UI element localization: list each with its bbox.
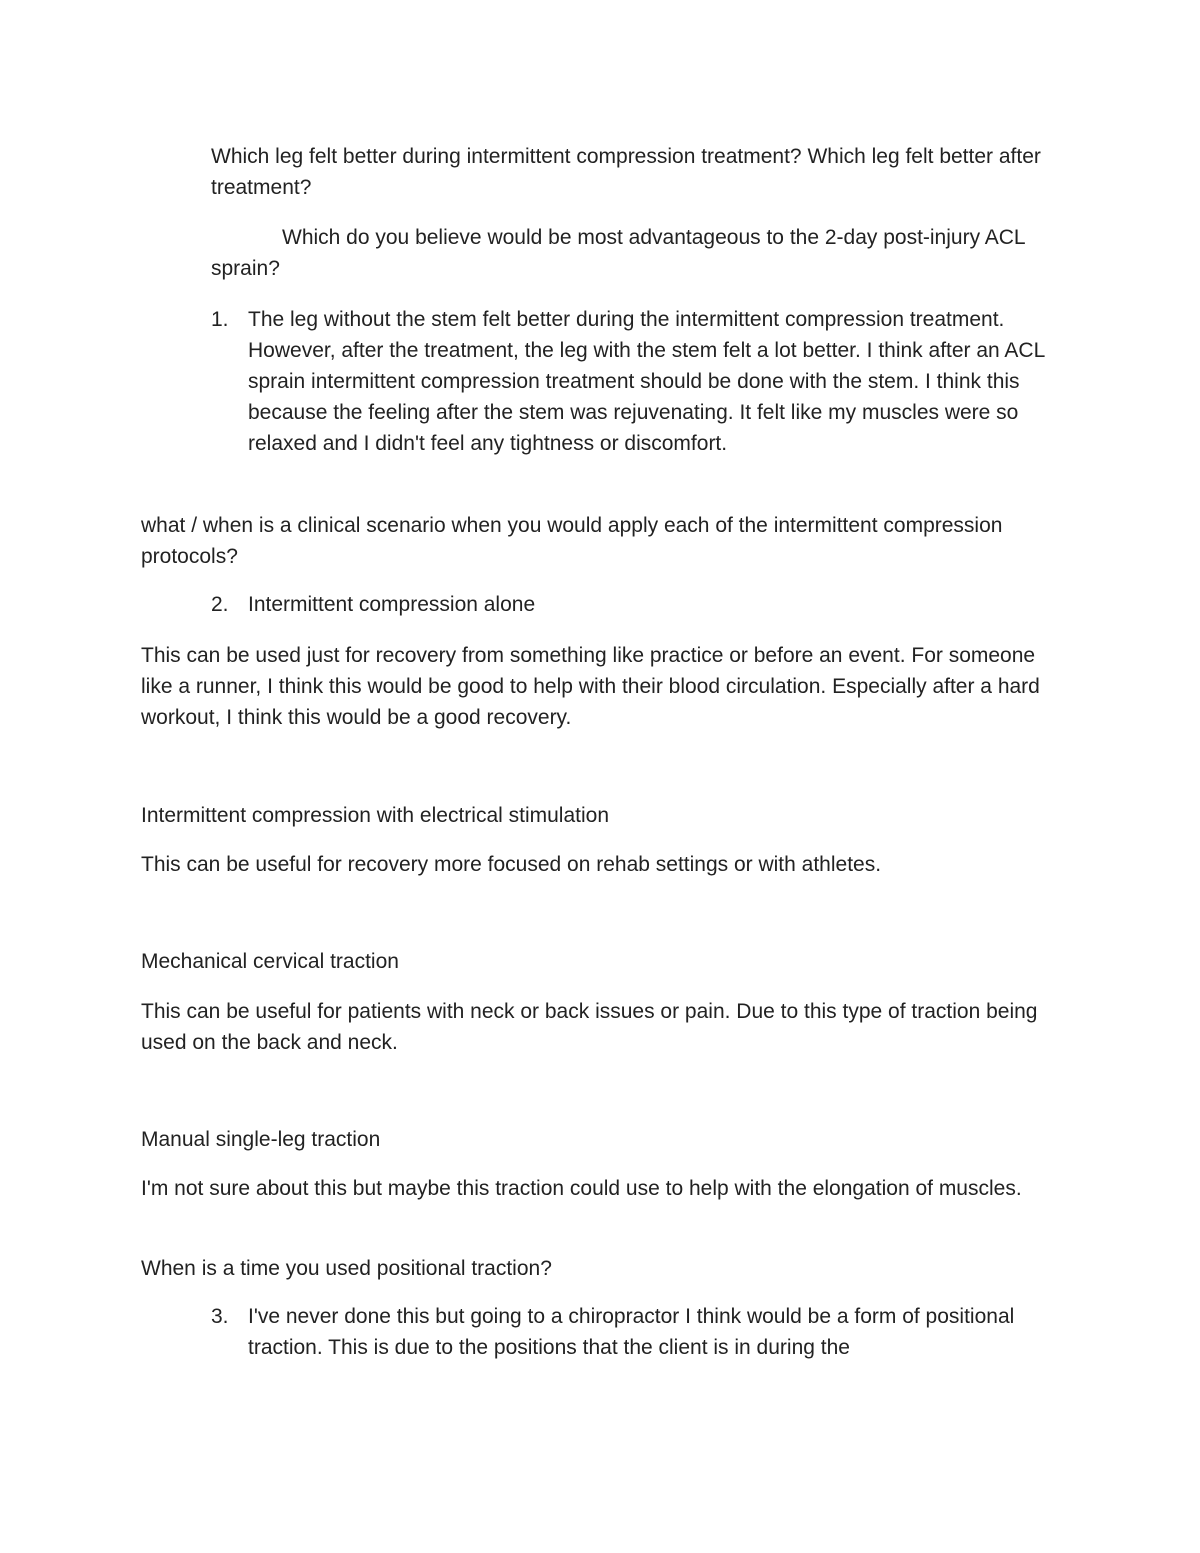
list-number: 3. bbox=[211, 1305, 229, 1328]
answer-electrical-stimulation: This can be useful for recovery more focused on rehab settings or with athletes. bbox=[141, 853, 882, 876]
list-number: 2. bbox=[211, 593, 229, 616]
answer-compression-alone: This can be used just for recovery from something like practice or before an event. For someone like a runner, I think this would be good to help with their blood circulation. Especially after a hard workout, I think this would be a good recovery. bbox=[141, 644, 1040, 729]
list-number: 1. bbox=[211, 308, 229, 331]
heading-electrical-stimulation: Intermittent compression with electrical stimulation bbox=[141, 804, 610, 827]
question-clinical-scenario: what / when is a clinical scenario when you would apply each of the intermittent compression protocols? bbox=[141, 514, 1003, 568]
question-positional-traction: When is a time you used positional traction? bbox=[141, 1257, 552, 1280]
list-item bbox=[211, 589, 1071, 620]
answer-single-leg-traction: I'm not sure about this but maybe this traction could use to help with the elongation of muscles. bbox=[141, 1177, 1022, 1200]
list-item bbox=[211, 1301, 1071, 1363]
heading-single-leg-traction: Manual single-leg traction bbox=[141, 1128, 381, 1151]
list-item-text: The leg without the stem felt better during the intermittent compression treatment. However, after the treatment, the leg with the stem felt a lot better. I think after an ACL sprain intermittent compression treatment should be done with the stem. I think this because the feeling after the stem was rejuvenating. It felt like my muscles were so relaxed and I didn't feel any tightness or discomfort. bbox=[248, 308, 1045, 455]
answer-cervical-traction: This can be useful for patients with neck or back issues or pain. Due to this type of traction being used on the back and neck. bbox=[141, 1000, 1038, 1054]
list-item bbox=[211, 304, 1071, 459]
question-acl-sprain: Which do you believe would be most advantageous to the 2-day post-injury ACL sprain? bbox=[211, 226, 1025, 280]
heading-cervical-traction: Mechanical cervical traction bbox=[141, 950, 399, 973]
list-item-text: Intermittent compression alone bbox=[248, 593, 536, 616]
list-item-text: I've never done this but going to a chiropractor I think would be a form of positional traction. This is due to the positions that the client is in during the bbox=[248, 1305, 1015, 1359]
question-leg-feel: Which leg felt better during intermittent compression treatment? Which leg felt better after treatment? bbox=[211, 145, 1041, 199]
